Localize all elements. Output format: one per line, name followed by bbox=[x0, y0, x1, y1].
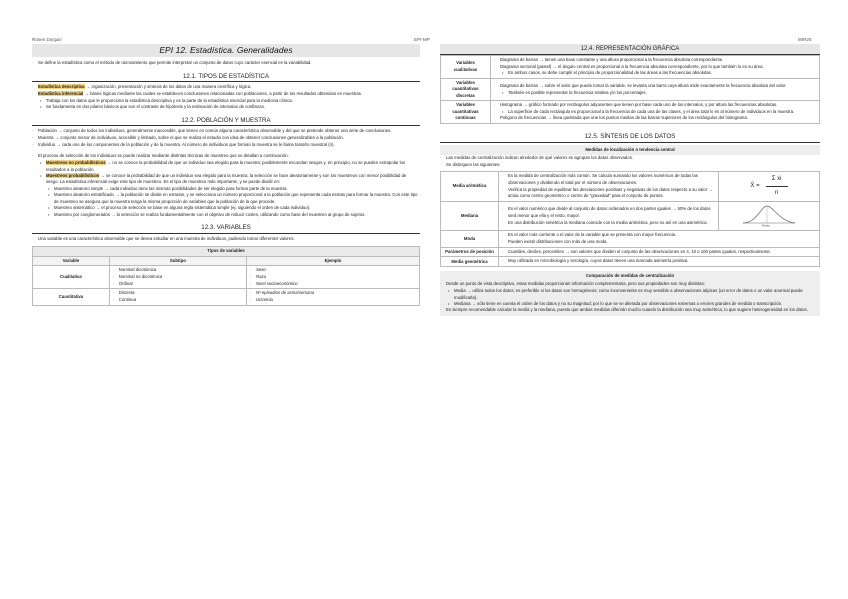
table-row: Media aritmética · Es la medida de centralización más común. Se calcula sumando los valores numéricos de todas las observaciones y dividiendo el total por el número de observaciones. · Verifica la propiedad de equilibrar las desviaciones positivas y negativas de los datos respecto a su valor → actúa como centro geométrico o centro de "gravedad" para el conjunto de puntos. X̄ = $\frac{\text{Σ xi}}{n}$ bbox=[441, 172, 820, 202]
list-item: · Muestra → conjunto menor de individuos, accesible y limitado, sobre el que se realiza el estudio con idea de obtener conclusiones generalizables a la población. bbox=[32, 135, 420, 142]
comparison-box bbox=[440, 271, 820, 316]
variables-table bbox=[32, 246, 420, 305]
list-item: · Individuo → cada uno de los componentes de la población y de la muestra. Al número de individuos que forman la muestra se le llama tamaño muestral (n). bbox=[32, 142, 420, 149]
median-distribution-chart bbox=[739, 203, 799, 227]
section-title-poblacion: 12.2. POBLACIÓN Y MUESTRA bbox=[32, 116, 420, 127]
list-item: · Una variable es una característica observable que se desea estudiar en una muestra de individuos, pudiendo tomar diferentes valores. bbox=[32, 236, 420, 243]
table-row: Variables cualitativas · Diagrama de barras → tienen una base constante y una altura proporcional a la frecuencia absoluta correspondiente. · Diagrama sectorial (pastel) → el ángulo central es proporcional a la frecuencia absoluta correspondiente, por lo que también lo es su área. • En ambos casos, se debe cumplir el principio de proporcionalidad de las áreas a las frecuencias absolutas. bbox=[441, 56, 820, 79]
list-item: • Trabaja con los datos que le proporciona la estadística descriptiva y es la parte de la estadística esencial para la medicina clínica. bbox=[32, 98, 420, 104]
table-row: Moda · Es el valor más corriente o el valor de la variable que se presenta con mayor frecuencia. · Pueden existir distribuciones con más de una moda. bbox=[441, 231, 820, 247]
table-row: Cualitativa · Nominal dicotómica · Nominal no dicotómica · Ordinal · Sexo · Raza · Nivel socioeconómico bbox=[33, 266, 420, 289]
list-item: · Estadística inferencial → bases lógicas mediante las cuales se establecen conclusiones relacionadas con poblaciones, a partir de los resultados obtenidos en muestras. bbox=[32, 91, 420, 98]
header-author: Rosen Dargan bbox=[32, 37, 62, 42]
page-title: EPI 12. Estadística. Generalidades bbox=[32, 44, 420, 57]
table-row: Variables cuantitativas continuas · Histograma → gráfico formado por rectángulos adyacentes que tienen por base cada uno de los intervalos, y por altura las frecuencias absolutas. • La superficie de cada rectángulo es proporcional a la frecuencia de cada una de las clases, y el área total lo es al número de individuos en la muestra. · Polígono de frecuencias → línea quebrada que une los puntos medios de las barras superiores de los rectángulos del histograma. bbox=[441, 101, 820, 124]
left-page bbox=[32, 44, 420, 306]
list-item: • Muestreo aleatorio simple → cada individuo tiene las mismas posibilidades de ser elegido para formar parte de la muestra. bbox=[32, 186, 420, 192]
section-title-tipos: 12.1. TIPOS DE ESTADÍSTICA bbox=[32, 72, 420, 83]
table-title: Tipos de variables bbox=[33, 247, 420, 256]
svg-text:Media: Media bbox=[762, 223, 770, 227]
box-title: Medidas de localización o tendencia central bbox=[440, 145, 820, 155]
comparison-title: Comparación de medidas de centralización bbox=[585, 273, 675, 279]
list-item: · Estadística descriptiva → organización, presentación y síntesis de los datos de una manera científica y lógica. bbox=[32, 84, 420, 91]
list-item: • Se fundamenta en dos pilares básicos que son el contraste de hipótesis y la estimación de intervalos de confianza. bbox=[32, 104, 420, 110]
right-page bbox=[440, 44, 820, 316]
synthesis-table bbox=[440, 171, 820, 267]
table-row: Cuantitativa · Discreta · Continua · Nº episodios de asma/semana · Uricemia bbox=[33, 289, 420, 305]
list-item: • Muestreo sistemático → el proceso de selección se base en alguna regla sistemática simple (ej. siguiendo el orden de cada individuo). bbox=[32, 205, 420, 211]
section-title-grafica: 12.4. REPRESENTACIÓN GRÁFICA bbox=[440, 44, 820, 55]
list-item: · El proceso de selección de los individuos se puede realizar mediante distintas técnicas de muestreo que se detallan a continuación. bbox=[32, 153, 420, 160]
table-header: Ejemplo bbox=[246, 256, 419, 265]
table-header: Variable bbox=[33, 256, 110, 265]
list-item: · Es siempre recomendable calcular la media y la mediana, puesto que ambas medidas diferirán mucho cuando la distribución sea muy asimétrica, lo que sugiere heterogeneidad en los datos. bbox=[440, 307, 820, 314]
intro-text: · Se define la estadística como el método de razonamiento que permite interpretar un conjunto de datos cuyo carácter esencial es la variabilidad. bbox=[32, 60, 420, 67]
table-row: Parámetros de posición · Cuartiles, deciles, percentiles → son valores que dividen el conjunto de las observaciones en 4, 10 o 100 partes iguales, respectivamente. bbox=[441, 247, 820, 257]
table-row: Mediana · Es el valor numérico que divide al conjunto de datos ordenados en dos partes iguales → 50% de los datos será menor que ella y el resto, mayor. · En una distribución simétrica la mediana coincide con la media aritmética, pero no así en una asimétrica. Media bbox=[441, 201, 820, 230]
header-center: EPI-MP bbox=[414, 37, 430, 42]
list-item: · Población → conjunto de todos los individuos, generalmente inaccesible, que tienen en común alguna característica observable y del que se pretende obtener una serie de conclusiones. bbox=[32, 128, 420, 135]
list-item: · Desde un punto de vista descriptivo, estas medidas proporcionan información complementaria, pero sus propiedades son muy distintas: bbox=[440, 281, 820, 288]
list-item: • Muestreos probabilísticos → se conoce la probabilidad de que un individuo sea elegido para la muestra; la selección se hace aleatoriamente y son los muestreos con menor posibilidad de sesgo. La estadística inferencial exige este tipo de muestreo. Es el tipo de muestreo más importante, y se puede dividir en: bbox=[32, 173, 420, 186]
section-title-sintesis: 12.5. SÍNTESIS DE LOS DATOS bbox=[440, 132, 820, 143]
list-item: • Media → utiliza todos los datos; es preferible si los datos son homogéneos; como inconveniente es muy sensible a observaciones atípicas (un error de datos o un valor anormal puede modificarla). bbox=[440, 288, 820, 301]
list-item: • Muestreo aleatorio estratificado → la población se divide en estratos, y se selecciona un número proporcional a la población que representa cada estrato para formar la muestra. Con este tipo de muestreo se asegura que la muestra tenga la misma proporción de variables que la población de la que procede. bbox=[32, 192, 420, 205]
header-right: MIR25 bbox=[798, 37, 812, 42]
table-header: Subtipo bbox=[109, 256, 246, 265]
graphics-table bbox=[440, 55, 820, 124]
table-row: Media geométrica · Muy utilizada en microbiología y serología, cuyos datos tienen una marcada asimetría positiva. bbox=[441, 257, 820, 267]
list-item: • Mediana → sólo tiene en cuenta el orden de los datos y no su magnitud; por lo que se ve alterada por observaciones extremas o errores grandes de medida o transcripción. bbox=[440, 301, 820, 307]
list-item: · Se distinguen las siguientes: bbox=[440, 162, 820, 169]
list-item: • Muestreos no probabilísticos → no se conoce la probabilidad de que un individuo sea elegido para la muestra; posiblemente escondan sesgos y, en principio, no se pueden extrapolar los resultados a la población. bbox=[32, 160, 420, 173]
section-title-variables: 12.3. VARIABLES bbox=[32, 223, 420, 234]
mean-formula: X̄ = $\frac{\text{Σ xi}}{n}$ bbox=[722, 175, 816, 198]
list-item: · Las medidas de centralización indican alrededor de qué valores se agrupan los datos observados. bbox=[440, 155, 820, 162]
table-row: Variables cuantitativas discretas · Diagrama de barras → sobre el valor que puede tomar la variable, se levanta una barra cuya altura mide exactamente la frecuencia absoluta del valor. • También es posible representar la frecuencia relativa y/o los porcentajes. bbox=[441, 78, 820, 100]
list-item: • Muestreo por conglomerados → la selección se realiza fundamentalmente con el objetivo de reducir costes, utilizando como base del muestreo al grupo de sujetos. bbox=[32, 212, 420, 218]
